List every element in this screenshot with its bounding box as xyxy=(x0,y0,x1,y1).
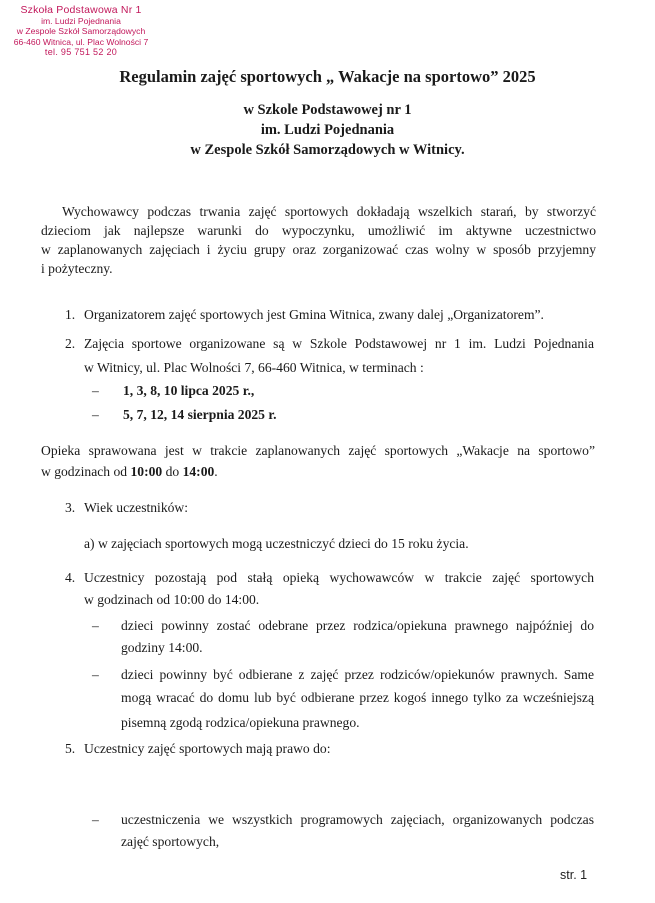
stamp-line: w Zespole Szkół Samorządowych xyxy=(16,26,146,36)
intro-line: Wychowawcy podczas trwania zajęć sportowych dokładają wszelkich starań, by stworzyć xyxy=(62,204,596,219)
subtitle-line: w Szkole Podstawowej nr 1 xyxy=(243,102,412,118)
date-list-item: 1, 3, 8, 10 lipca 2025 r., xyxy=(123,383,255,398)
date-list-item: 5, 7, 12, 14 sierpnia 2025 r. xyxy=(123,407,277,422)
bullet-text: dzieci powinny zostać odebrane przez rodzica/opiekuna prawnego najpóźniej do xyxy=(121,618,594,633)
care-line: Opieka sprawowana jest w trakcie zaplanowanych zajęć sportowych „Wakacje na sportowo” xyxy=(41,443,595,458)
subtitle-line: im. Ludzi Pojednania xyxy=(260,122,395,138)
dash-bullet: – xyxy=(92,407,99,422)
intro-line: dzieciom jak najlepsze warunki do wypoczynku, umożliwić im aktywne uczestnictwo xyxy=(41,223,596,238)
stamp-line: im. Ludzi Pojednania xyxy=(41,15,121,26)
item-subpoint: a) w zajęciach sportowych mogą uczestniczyć dzieci do 15 roku życia. xyxy=(84,536,469,551)
intro-line: i pożyteczny. xyxy=(41,261,113,276)
item-text: Zajęcia sportowe organizowane są w Szkole Podstawowej nr 1 im. Ludzi Pojednania xyxy=(84,336,594,351)
item-text: Wiek uczestników: xyxy=(84,500,189,515)
item-text: w godzinach od 10:00 do 14:00. xyxy=(84,592,260,607)
item-text: Uczestnicy zajęć sportowych mają prawo do: xyxy=(84,741,331,756)
school-stamp xyxy=(6,5,156,58)
item-number: 4. xyxy=(65,570,76,585)
dash-bullet: – xyxy=(92,812,99,827)
item-number: 1. xyxy=(65,307,76,322)
document-title: Regulamin zajęć sportowych „ Wakacje na sportowo” 2025 xyxy=(119,67,536,86)
item-text: Uczestnicy pozostają pod stałą opieką wychowawców w trakcie zajęć sportowych xyxy=(84,570,594,585)
bullet-text: zajęć sportowych, xyxy=(121,834,220,849)
bullet-text: uczestniczenia we wszystkich programowych zajęciach, organizowanych podczas xyxy=(121,812,594,827)
subtitle-line: w Zespole Szkół Samorządowych w Witnicy. xyxy=(190,142,465,158)
bullet-text: dzieci powinny być odbierane z zajęć przez rodziców/opiekunów prawnych. Same xyxy=(121,667,594,682)
dash-bullet: – xyxy=(92,383,99,398)
stamp-line: tel. 95 751 52 20 xyxy=(44,47,118,57)
item-text: w Witnicy, ul. Plac Wolności 7, 66-460 Witnica, w terminach : xyxy=(84,360,424,375)
stamp-line: 66-460 Witnica, ul. Plac Wolności 7 xyxy=(13,36,149,47)
time-from: 10:00 xyxy=(130,464,163,479)
bullet-text: mogą wracać do domu lub być odbierane przez kogoś innego tylko za wcześniejszą xyxy=(121,690,594,705)
item-number: 2. xyxy=(65,336,76,351)
stamp-line: Szkoła Podstawowa Nr 1 xyxy=(20,4,142,16)
intro-line: w zaplanowanych zajęciach i życiu grupy oraz zorganizować czas wolny w sposób przyjemny xyxy=(41,242,596,257)
bullet-text: godziny 14:00. xyxy=(121,640,203,655)
page-number: str. 1 xyxy=(560,868,588,882)
dash-bullet: – xyxy=(92,667,99,682)
dash-bullet: – xyxy=(92,618,99,633)
time-to: 14:00 xyxy=(182,464,215,479)
bullet-text: pisemną zgodą rodzica/opiekuna prawnego. xyxy=(121,715,360,730)
item-number: 3. xyxy=(65,500,76,515)
care-line: w godzinach od 10:00 do 14:00. xyxy=(41,464,218,479)
item-number: 5. xyxy=(65,741,76,756)
item-text: Organizatorem zajęć sportowych jest Gmina Witnica, zwany dalej „Organizatorem”. xyxy=(84,307,544,322)
